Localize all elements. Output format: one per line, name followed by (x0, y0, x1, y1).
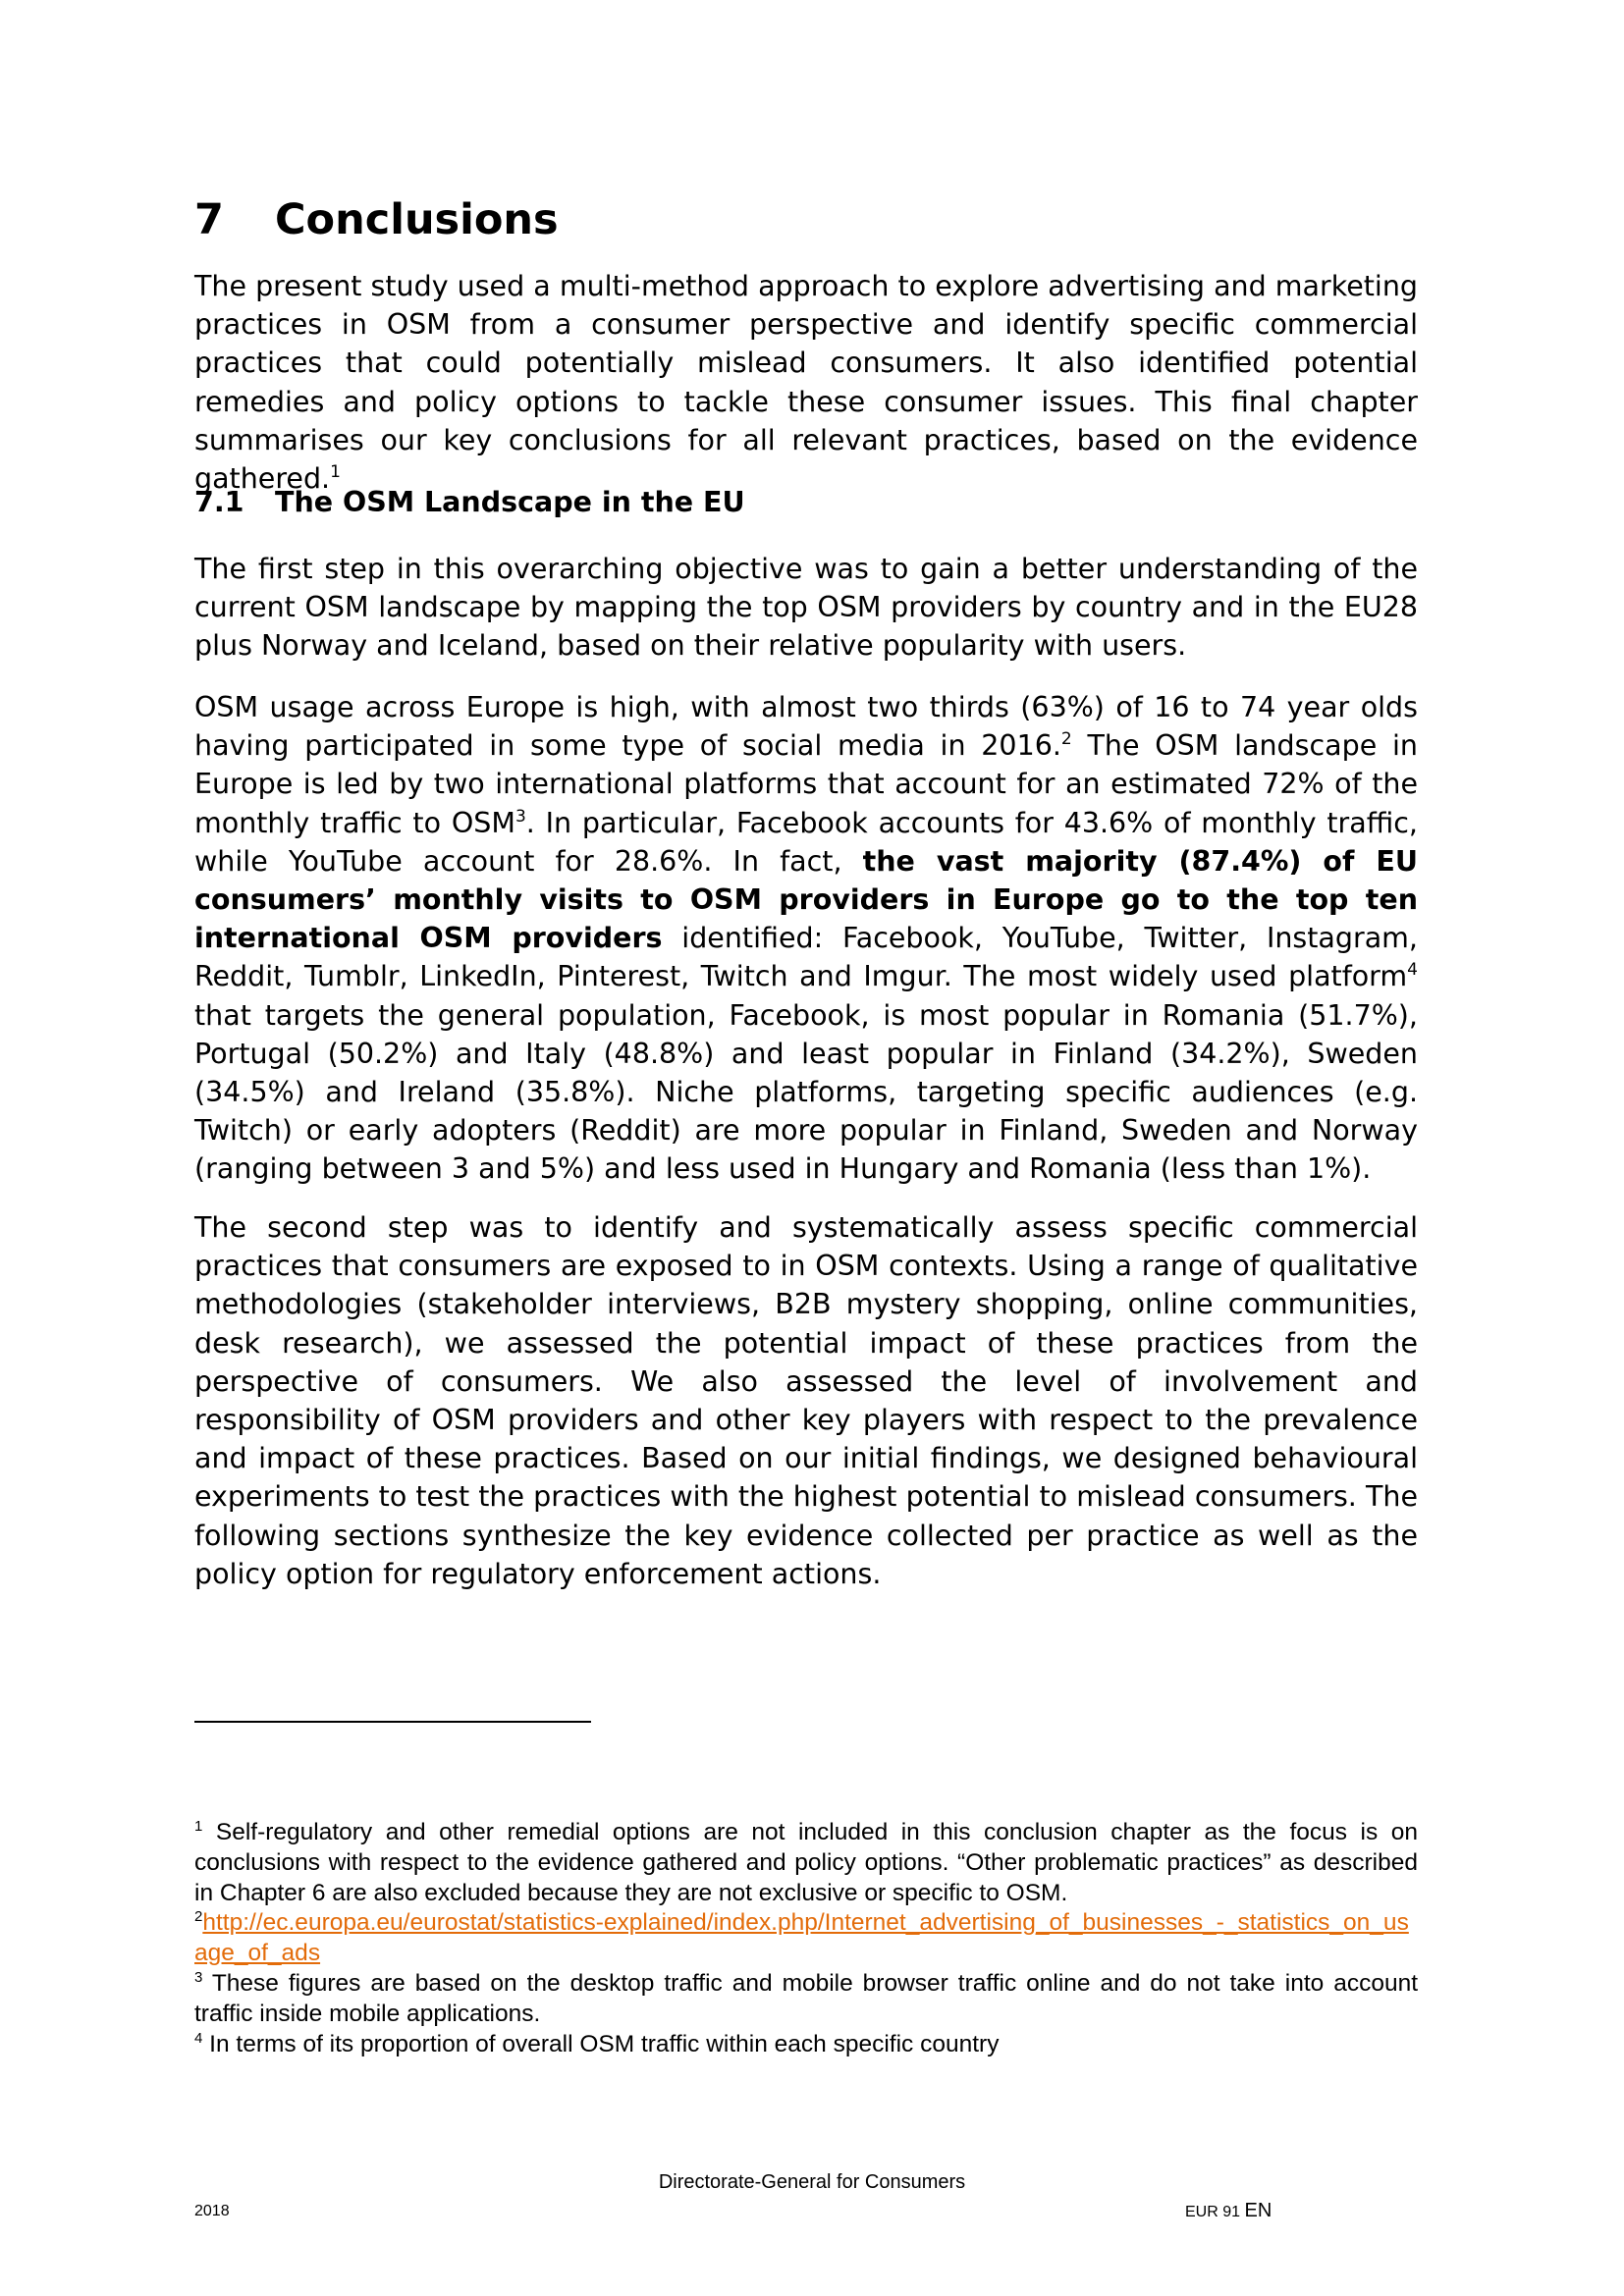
footnote-number: 2 (194, 1908, 203, 1926)
footnote-ref-2[interactable]: 2 (1060, 729, 1072, 750)
eurostat-link[interactable]: http://ec.europa.eu/eurostat/statistics-explained/index.php/Internet_advertising_of_businesses_-_statistics_on_usage_of_ads (194, 1909, 1409, 1967)
footnote-4 (194, 2030, 1418, 2060)
section-heading (194, 483, 745, 522)
para2-text-a: OSM usage across Europe is high, with almost two thirds (63%) of 16 to 74 year olds having participated in some type of social media in 2016. (194, 691, 1418, 763)
para2-text-c: . In particular, Facebook accounts for 43.6% of monthly traffic, while YouTube account for 28.6%. In fact, (194, 806, 1418, 878)
footnote-text: Self-regulatory and other remedial options are not included in this conclusion chapter as the focus is on conclusions with respect to the evidence gathered and policy options. “Other problematic practices” as described in Chapter 6 are also excluded because they are not exclusive or specific to OSM. (194, 1819, 1418, 1906)
footnote-separator (194, 1721, 591, 1723)
footer-code: EUR 91 (1185, 2204, 1241, 2220)
footnote-ref-3[interactable]: 3 (514, 806, 526, 827)
footnote-number: 3 (194, 1968, 203, 1986)
footer-department: Directorate-General for Consumers (658, 2171, 966, 2193)
footnote-1 (194, 1818, 1418, 1908)
para2-bold-text: the vast majority (87.4%) of EU consumers’ monthly visits to OSM providers in Europe go to the top ten international OSM providers (194, 844, 1418, 955)
paragraph-osm-usage (194, 688, 1418, 1189)
paragraph-second-step: The second step was to identify and systematically assess specific commercial practices that consumers are exposed to in OSM contexts. Using a range of qualitative methodologies (stakeholder interviews, B2B mystery shopping, online communities, desk research), we assessed the potential impact of these practices from the perspective of consumers. We also assessed the level of involvement and responsibility of OSM providers and other key players with respect to the prevalence and impact of these practices. Based on our initial findings, we designed behavioural experiments to test the practices with the highest potential to mislead consumers. The following sections synthesize the key evidence collected per practice as well as the policy option for regulatory enforcement actions. (194, 1211, 1418, 1590)
footer-report-code (1185, 2199, 1272, 2224)
footnote-text: In terms of its proportion of overall OSM traffic within each specific country (202, 2030, 1000, 2057)
chapter-number: 7 (194, 195, 224, 244)
para2-text-d: identified: Facebook, YouTube, Twitter, Instagram, Reddit, Tumblr, LinkedIn, Pinterest, Twitch and Imgur. The most widely used platform (194, 922, 1418, 993)
footnote-ref-4[interactable]: 4 (1407, 960, 1418, 981)
intro-text: The present study used a multi-method approach to explore advertising and marketing practices in OSM from a consumer perspective and identify specific commercial practices that could potentially mislead consumers. It also identified potential remedies and policy options to tackle these consumer issues. This final chapter summarises our key conclusions for all relevant practices, based on the evidence gathered. (194, 270, 1418, 496)
section-title: The OSM Landscape in the EU (275, 486, 745, 518)
footnote-2 (194, 1908, 1418, 1969)
chapter-title (194, 192, 559, 247)
section-number: 7.1 (194, 486, 244, 518)
footnote-number: 1 (194, 1818, 203, 1835)
para2-text-e: that targets the general population, Facebook, is most popular in Romania (51.7%), Portugal (50.2%) and Italy (48.8%) and least popular in Finland (34.2%), Sweden (34.5%) and Ireland (35.8%). Niche platforms, targeting specific audiences (e.g. Twitch) or early adopters (Reddit) are more popular in Finland, Sweden and Norway (ranging between 3 and 5%) and less used in Hungary and Romania (less than 1%). (194, 998, 1418, 1186)
footnote-ref-1[interactable]: 1 (330, 462, 341, 483)
intro-paragraph (194, 267, 1418, 498)
footnote-number: 4 (194, 2029, 203, 2047)
paragraph-landscape-intro: The first step in this overarching objective was to gain a better understanding of the current OSM landscape by mapping the top OSM providers by country and in the EU28 plus Norway and Iceland, based on their relative popularity with users. (194, 553, 1418, 663)
footer-year: 2018 (194, 2203, 230, 2219)
footnote-text: These figures are based on the desktop traffic and mobile browser traffic online and do not take into account traffic inside mobile applications. (194, 1969, 1418, 2027)
footer-language: EN (1244, 2200, 1272, 2221)
footnote-3 (194, 1969, 1418, 2030)
para2-text-b: The OSM landscape in Europe is led by two international platforms that account for an estimated 72% of the monthly traffic to OSM (194, 729, 1418, 839)
chapter-title-text: Conclusions (275, 195, 559, 244)
footnotes (194, 1818, 1418, 2059)
